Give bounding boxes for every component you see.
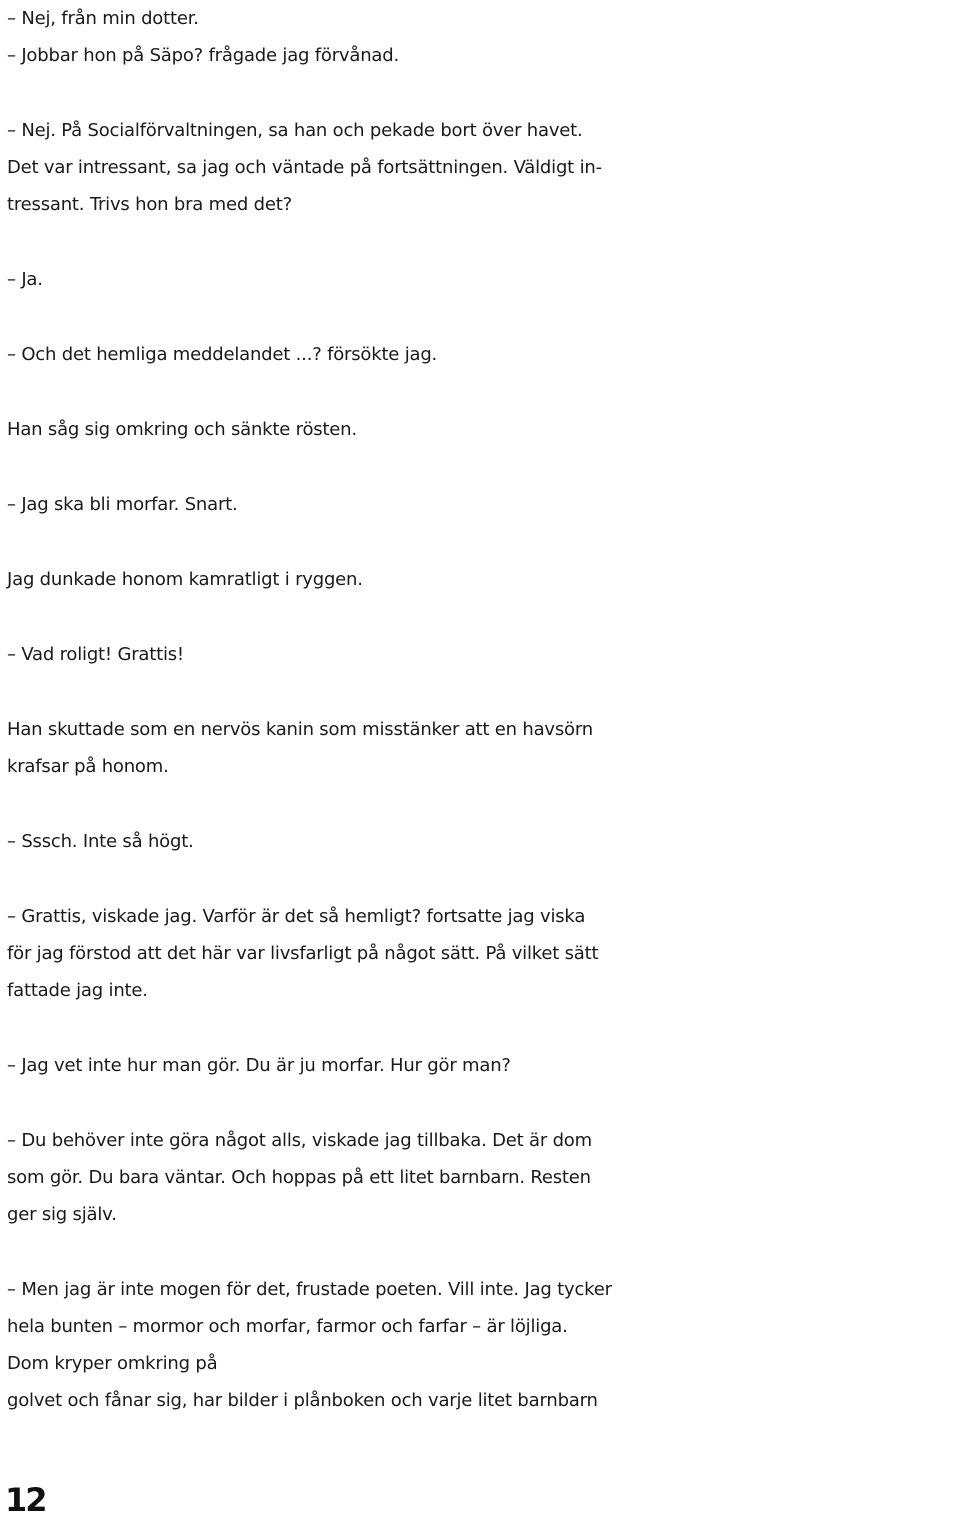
text-line: – Grattis, viskade jag. Varför är det så hemligt? fortsatte jag viska (7, 906, 586, 927)
text-line: – Du behöver inte göra något alls, viskade jag tillbaka. Det är dom (7, 1130, 592, 1151)
paragraph (7, 711, 957, 785)
text-line: – Nej, från min dotter. (7, 8, 199, 29)
text-line: – Nej. På Socialförvaltningen, sa han och pekade bort över havet. (7, 120, 583, 141)
text-line: – Sssch. Inte så högt. (7, 831, 194, 852)
paragraph (7, 1122, 957, 1233)
text-line: – Och det hemliga meddelandet ...? försökte jag. (7, 344, 438, 365)
text-line: Dom kryper omkring på (7, 1353, 218, 1374)
text-line: Han skuttade som en nervös kanin som misstänker att en havsörn (7, 719, 593, 740)
paragraph (7, 636, 957, 673)
text-line: ger sig själv. (7, 1204, 117, 1225)
text-line: – Men jag är inte mogen för det, frustade poeten. Vill inte. Jag tycker (7, 1279, 612, 1300)
text-line: hela bunten – mormor och morfar, farmor och farfar – är löjliga. (7, 1316, 568, 1337)
paragraph (7, 1271, 957, 1419)
text-line: – Vad roligt! Grattis! (7, 644, 184, 665)
text-line: – Ja. (7, 269, 43, 290)
text-line: – Jag vet inte hur man gör. Du är ju morfar. Hur gör man? (7, 1055, 511, 1076)
text-line: som gör. Du bara väntar. Och hoppas på ett litet barnbarn. Resten (7, 1167, 591, 1188)
paragraph (7, 411, 957, 448)
paragraph (7, 112, 957, 223)
paragraph (7, 898, 957, 1009)
paragraph (7, 261, 957, 298)
paragraph (7, 561, 957, 598)
text-line: Jag dunkade honom kamratligt i ryggen. (7, 569, 363, 590)
text-line: Han såg sig omkring och sänkte rösten. (7, 419, 357, 440)
text-line: tressant. Trivs hon bra med det? (7, 194, 292, 215)
paragraph (7, 336, 957, 373)
text-line: golvet och fånar sig, har bilder i plånboken och varje litet barnbarn (7, 1390, 598, 1411)
text-line: fattade jag inte. (7, 980, 148, 1001)
body-text (7, 0, 957, 1419)
paragraph (7, 1047, 957, 1084)
text-line: krafsar på honom. (7, 756, 169, 777)
text-line: – Jag ska bli morfar. Snart. (7, 494, 238, 515)
paragraph (7, 823, 957, 860)
text-line: – Jobbar hon på Säpo? frågade jag förvånad. (7, 45, 399, 66)
paragraph (7, 0, 957, 74)
text-line: Det var intressant, sa jag och väntade på fortsättningen. Väldigt in- (7, 157, 602, 178)
page-number: 12 (5, 1481, 46, 1519)
text-line: för jag förstod att det här var livsfarligt på något sätt. På vilket sätt (7, 943, 599, 964)
paragraph (7, 486, 957, 523)
